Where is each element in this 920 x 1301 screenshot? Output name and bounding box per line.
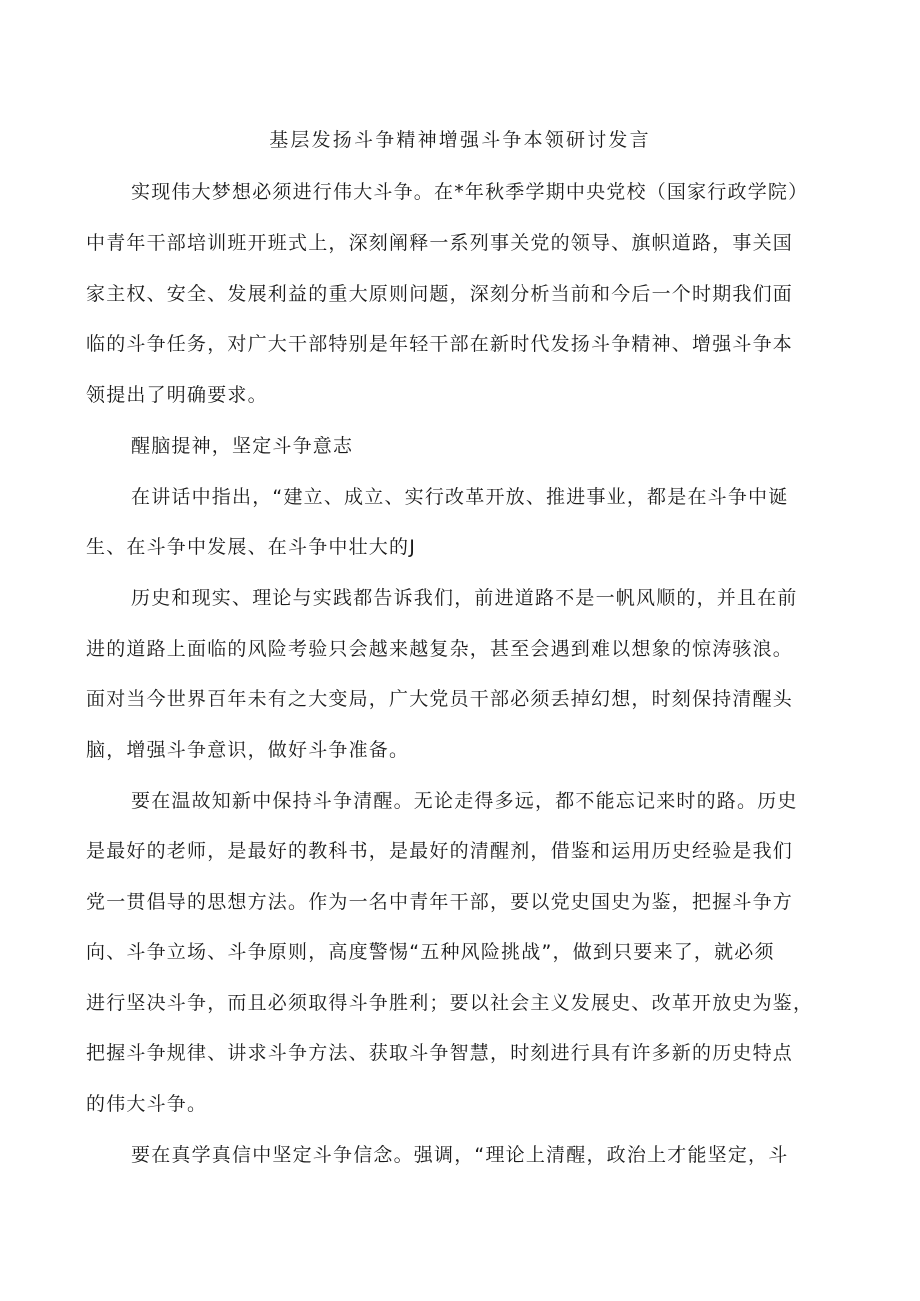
paragraph-line: 在讲话中指出，“建立、成立、实行改革开放、推进事业，都是在斗争中诞: [131, 486, 789, 508]
paragraph-line: 历史和现实、理论与实践都告诉我们，前进道路不是一帆风顺的，并且在前: [131, 587, 798, 609]
paragraph-line: 的伟大斗争。: [86, 1093, 208, 1115]
paragraph-line: 领提出了明确要求。: [86, 384, 268, 406]
paragraph-line: 临的斗争任务，对广大干部特别是年轻干部在新时代发扬斗争精神、增强斗争本: [86, 333, 794, 355]
paragraph-line: 进的道路上面临的风险考验只会越来越复杂，甚至会遇到难以想象的惊涛骇浪。: [86, 638, 794, 660]
paragraph-line: 中青年干部培训班开班式上，深刻阐释一系列事关党的领导、旗帜道路，事关国: [86, 232, 794, 254]
document-title: 基层发扬斗争精神增强斗争本领研讨发言: [269, 129, 651, 151]
paragraph-line: 面对当今世界百年未有之大变局，广大党员干部必须丢掉幻想，时刻保持清醒头: [86, 688, 794, 710]
paragraph-line: 党一贯倡导的思想方法。作为一名中青年干部，要以党史国史为鉴，把握斗争方: [86, 891, 794, 913]
paragraph-line: 是最好的老师，是最好的教科书，是最好的清醒剂，借鉴和运用历史经验是我们: [86, 840, 794, 862]
paragraph-line: 生、在斗争中发展、在斗争中壮大的J: [86, 536, 417, 558]
paragraph-line: 实现伟大梦想必须进行伟大斗争。在*年秋季学期中央党校（国家行政学院）: [131, 181, 809, 203]
paragraph-line: 向、斗争立场、斗争原则，高度警惕“五种风险挑战”，做到只要来了，就必须: [86, 941, 775, 963]
paragraph-line: 要在温故知新中保持斗争清醒。无论走得多远，都不能忘记来时的路。历史: [131, 790, 798, 812]
paragraph-line: 脑，增强斗争意识，做好斗争准备。: [86, 739, 410, 761]
paragraph-line: 进行坚决斗争，而且必须取得斗争胜利；要以社会主义发展史、改革开放史为鉴，: [86, 992, 814, 1014]
paragraph-line: 把握斗争规律、讲求斗争方法、获取斗争智慧，时刻进行具有许多新的历史特点: [86, 1042, 794, 1064]
paragraph-line: 要在真学真信中坚定斗争信念。强调，“理论上清醒，政治上才能坚定，斗: [131, 1144, 789, 1166]
section-heading: 醒脑提神，坚定斗争意志: [131, 435, 354, 457]
paragraph-line: 家主权、安全、发展利益的重大原则问题，深刻分析当前和今后一个时期我们面: [86, 283, 794, 305]
